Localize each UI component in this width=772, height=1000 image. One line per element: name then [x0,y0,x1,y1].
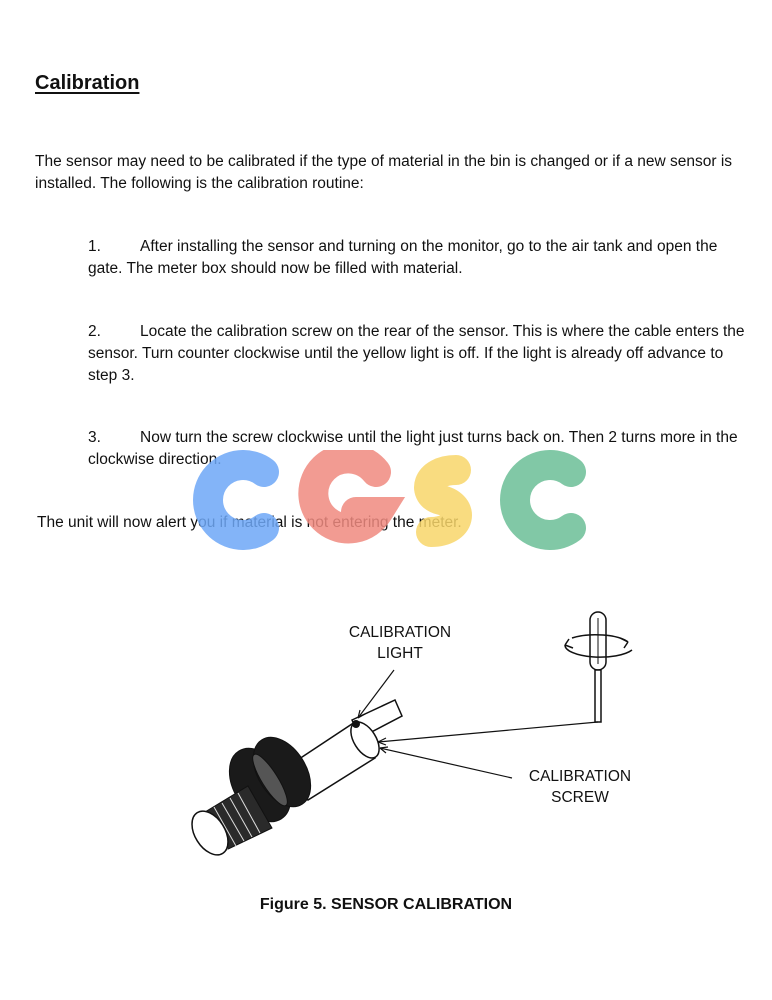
step-number: 3. [88,429,101,446]
intro-paragraph: The sensor may need to be calibrated if the type of material in the bin is changed or if a new sensor is installed. The following is the calibration routine: [35,153,733,192]
step-item [88,321,748,387]
calibration-screw-label [510,766,650,808]
label-line: CALIBRATION [348,624,452,641]
leader-lines [358,670,598,778]
figure-caption: Figure 5. SENSOR CALIBRATION [259,896,513,913]
label-line: CALIBRATION [528,768,632,785]
step-item [88,427,748,471]
page-heading: Calibration [35,72,140,94]
step-number: 1. [88,238,101,255]
step-number: 2. [88,323,101,340]
closing-paragraph: The unit will now alert you if material is not entering the meter. [37,514,462,531]
label-line: SCREW [551,789,609,806]
step-text: Locate the calibration screw on the rear of the sensor. This is where the cable enters the sensor. Turn counter clockwise until the yellow light is off. If the light is already off advance to step 3. [88,323,745,384]
calibration-light-label [330,622,470,664]
calibration-light [352,720,360,728]
step-text: Now turn the screw clockwise until the light just turns back on. Then 2 turns more in the clockwise direction. [88,429,738,468]
step-item [88,236,748,280]
label-line: LIGHT [377,645,423,662]
step-text: After installing the sensor and turning on the monitor, go to the air tank and open the gate. The meter box should now be filled with material. [88,238,718,277]
screwdriver [565,612,632,722]
